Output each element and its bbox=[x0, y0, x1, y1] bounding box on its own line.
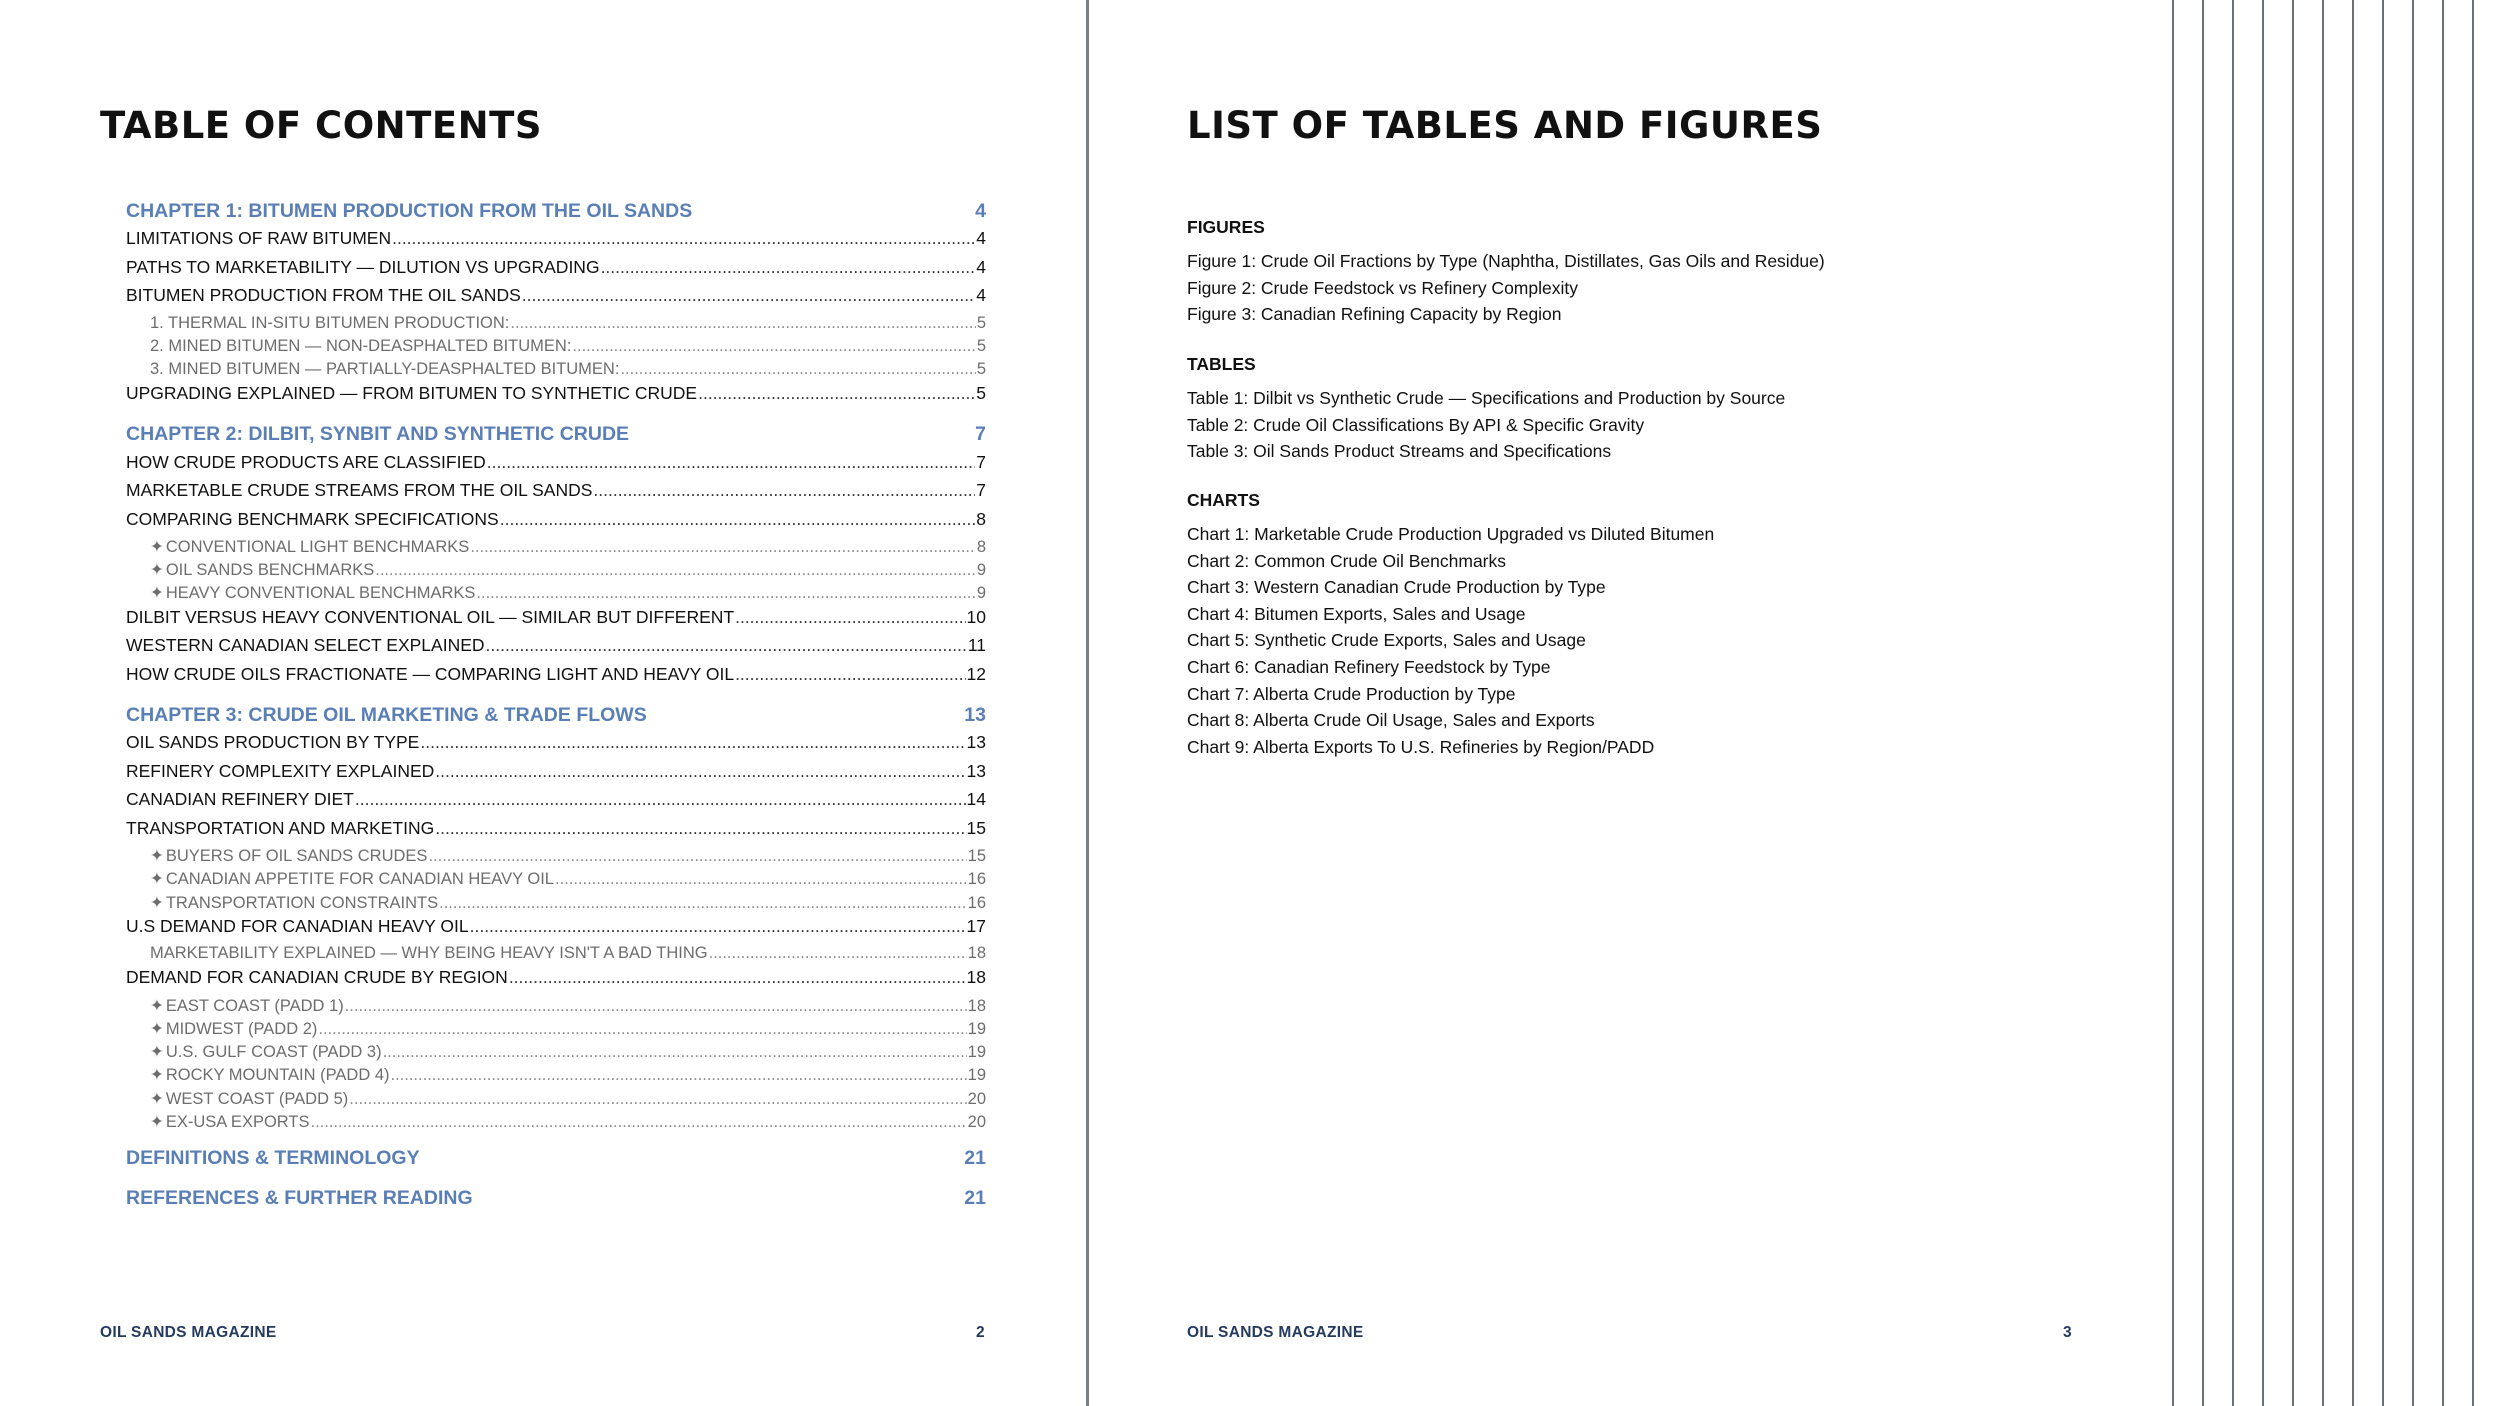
decor-line bbox=[2262, 0, 2264, 1406]
toc-page-number: 13 bbox=[966, 760, 986, 781]
lof-item[interactable]: Chart 5: Synthetic Crude Exports, Sales and Usage bbox=[1187, 630, 1586, 651]
toc-section-row[interactable] bbox=[126, 635, 986, 664]
toc-entry-title: DEFINITIONS & TERMINOLOGY bbox=[126, 1146, 420, 1169]
toc-entry-title: HOW CRUDE OILS FRACTIONATE — COMPARING LIGHT AND HEAVY OIL bbox=[126, 663, 735, 684]
toc-subentry-row[interactable] bbox=[126, 314, 986, 337]
four-pointed-star-icon: ✦ bbox=[150, 584, 164, 603]
toc-page-number: 16 bbox=[967, 870, 986, 889]
toc-page-number: 18 bbox=[967, 996, 986, 1015]
dot-leader bbox=[435, 818, 965, 839]
lof-group-title: TABLES bbox=[1187, 354, 1256, 374]
toc-entry-title: DEMAND FOR CANADIAN CRUDE BY REGION bbox=[126, 967, 508, 988]
toc-entry-title: WESTERN CANADIAN SELECT EXPLAINED bbox=[126, 635, 485, 656]
decor-line bbox=[2232, 0, 2234, 1406]
lof-item[interactable]: Figure 2: Crude Feedstock vs Refinery Complexity bbox=[1187, 277, 1578, 298]
toc-subentry-row[interactable] bbox=[126, 893, 986, 916]
toc-page-number: 11 bbox=[967, 635, 986, 656]
dot-leader bbox=[487, 452, 975, 473]
four-pointed-star-icon: ✦ bbox=[150, 893, 164, 912]
dot-leader bbox=[698, 383, 975, 404]
dot-leader bbox=[375, 561, 976, 580]
toc-entry-title: CHAPTER 2: DILBIT, SYNBIT AND SYNTHETIC CRUDE bbox=[126, 423, 630, 446]
toc-page-number: 16 bbox=[967, 893, 986, 912]
toc-entry-title: OIL SANDS BENCHMARKS bbox=[165, 561, 375, 580]
toc-page-number: 19 bbox=[967, 1043, 986, 1062]
toc-page-number: 8 bbox=[976, 508, 986, 529]
dot-leader bbox=[435, 761, 965, 782]
toc-subentry-row[interactable] bbox=[126, 944, 986, 967]
dot-leader bbox=[555, 870, 967, 889]
toc-page-number: 19 bbox=[967, 1020, 986, 1039]
four-pointed-star-icon: ✦ bbox=[150, 847, 164, 866]
toc-page-number: 20 bbox=[967, 1089, 986, 1108]
toc-subentry-row[interactable] bbox=[126, 996, 986, 1019]
toc-section-row[interactable] bbox=[126, 732, 986, 761]
dot-leader bbox=[470, 916, 966, 937]
toc-entry-title: BUYERS OF OIL SANDS CRUDES bbox=[165, 847, 428, 866]
lof-group bbox=[1187, 354, 2087, 468]
toc-entry-title: LIMITATIONS OF RAW BITUMEN bbox=[126, 228, 392, 248]
toc-page-number: 8 bbox=[976, 538, 986, 557]
toc-page-number: 13 bbox=[964, 703, 986, 726]
toc-page-number: 7 bbox=[975, 423, 986, 446]
toc-entry-title: WEST COAST (PADD 5) bbox=[165, 1089, 349, 1108]
toc-entry-title: CHAPTER 3: CRUDE OIL MARKETING & TRADE FLOWS bbox=[126, 703, 647, 726]
toc-entry-title: HEAVY CONVENTIONAL BENCHMARKS bbox=[165, 584, 476, 603]
toc-entry-title: UPGRADING EXPLAINED — FROM BITUMEN TO SYNTHETIC CRUDE bbox=[126, 383, 698, 404]
dot-leader bbox=[735, 607, 965, 628]
decor-line bbox=[2442, 0, 2444, 1406]
toc-page-number: 4 bbox=[976, 285, 986, 305]
toc-subentry-row[interactable] bbox=[126, 1019, 986, 1042]
toc-subentry-row[interactable] bbox=[126, 360, 986, 383]
toc-subentry-row[interactable] bbox=[126, 537, 986, 560]
dot-leader bbox=[476, 584, 975, 603]
dot-leader bbox=[522, 285, 976, 306]
four-pointed-star-icon: ✦ bbox=[150, 996, 164, 1015]
dot-leader bbox=[428, 847, 966, 866]
toc-page-number: 7 bbox=[976, 451, 986, 472]
footer-brand-right: OIL SANDS MAGAZINE bbox=[1187, 1324, 1364, 1341]
toc-section-row[interactable] bbox=[126, 480, 986, 509]
lof-item[interactable]: Table 1: Dilbit vs Synthetic Crude — Specifications and Production by Source bbox=[1187, 388, 1786, 408]
toc-entry-title: CHAPTER 1: BITUMEN PRODUCTION FROM THE OIL SANDS bbox=[126, 199, 693, 222]
toc-page-number: 15 bbox=[966, 817, 986, 838]
toc-page-number: 5 bbox=[976, 313, 986, 332]
lof-item[interactable]: Chart 2: Common Crude Oil Benchmarks bbox=[1187, 550, 1506, 571]
toc-page-number: 12 bbox=[966, 663, 986, 684]
decor-line bbox=[2202, 0, 2204, 1406]
lof-item[interactable]: Table 2: Crude Oil Classifications By API & Specific Gravity bbox=[1187, 414, 1645, 435]
toc-subentry-row[interactable] bbox=[126, 1089, 986, 1112]
table-of-contents bbox=[126, 194, 986, 1215]
dot-leader bbox=[383, 1043, 967, 1062]
decor-line bbox=[2292, 0, 2294, 1406]
toc-page-number: 5 bbox=[976, 336, 986, 355]
toc-subentry-row[interactable] bbox=[126, 1112, 986, 1135]
toc-entry-title: CONVENTIONAL LIGHT BENCHMARKS bbox=[165, 538, 470, 557]
dot-leader bbox=[392, 228, 975, 249]
toc-entry-title: TRANSPORTATION AND MARKETING bbox=[126, 817, 435, 838]
toc-section-row[interactable] bbox=[126, 452, 986, 481]
toc-entry-title: 1. THERMAL IN-SITU BITUMEN PRODUCTION: bbox=[150, 313, 510, 332]
dot-leader bbox=[486, 635, 967, 656]
four-pointed-star-icon: ✦ bbox=[150, 1043, 164, 1062]
toc-entry-title: REFINERY COMPLEXITY EXPLAINED bbox=[126, 760, 435, 781]
toc-entry-title: COMPARING BENCHMARK SPECIFICATIONS bbox=[126, 508, 499, 529]
toc-chapter-row[interactable] bbox=[126, 1181, 986, 1215]
toc-section-row[interactable] bbox=[126, 967, 986, 996]
toc-page-number: 20 bbox=[967, 1112, 986, 1131]
toc-subentry-row[interactable] bbox=[126, 1042, 986, 1065]
toc-entry-title: DILBIT VERSUS HEAVY CONVENTIONAL OIL — SIMILAR BUT DIFFERENT bbox=[126, 606, 735, 627]
toc-section-row[interactable] bbox=[126, 509, 986, 538]
toc-entry-title: HOW CRUDE PRODUCTS ARE CLASSIFIED bbox=[126, 451, 486, 472]
toc-entry-title: 3. MINED BITUMEN — PARTIALLY-DEASPHALTED BITUMEN: bbox=[150, 359, 620, 378]
lof-item[interactable]: Chart 6: Canadian Refinery Feedstock by Type bbox=[1187, 656, 1551, 677]
toc-heading: TABLE OF CONTENTS bbox=[100, 104, 542, 147]
dot-leader bbox=[311, 1113, 967, 1132]
toc-page-number: 7 bbox=[976, 480, 986, 501]
toc-page-number: 17 bbox=[966, 915, 986, 936]
four-pointed-star-icon: ✦ bbox=[150, 1020, 164, 1039]
toc-section-row[interactable] bbox=[126, 664, 986, 693]
lof-item[interactable]: Chart 9: Alberta Exports To U.S. Refineries by Region/PADD bbox=[1187, 736, 1655, 757]
dot-leader bbox=[735, 664, 965, 685]
toc-entry-title: EX-USA EXPORTS bbox=[165, 1112, 310, 1131]
decor-line bbox=[2352, 0, 2354, 1406]
toc-page-number: 10 bbox=[966, 606, 986, 627]
dot-leader bbox=[620, 360, 975, 379]
toc-section-row[interactable] bbox=[126, 257, 986, 286]
list-of-figures-heading: LIST OF TABLES AND FIGURES bbox=[1187, 104, 1823, 147]
dot-leader bbox=[470, 538, 976, 557]
dot-leader bbox=[349, 1090, 966, 1109]
toc-entry-title: PATHS TO MARKETABILITY — DILUTION VS UPGRADING bbox=[126, 256, 600, 277]
dot-leader bbox=[510, 314, 975, 333]
lof-item[interactable]: Figure 1: Crude Oil Fractions by Type (Naphtha, Distillates, Gas Oils and Residue) bbox=[1187, 251, 1825, 271]
toc-chapter-row[interactable] bbox=[126, 698, 986, 732]
lof-item[interactable]: Chart 8: Alberta Crude Oil Usage, Sales and Exports bbox=[1187, 710, 1595, 731]
toc-page-number: 5 bbox=[976, 383, 986, 404]
toc-subentry-row[interactable] bbox=[126, 1065, 986, 1088]
dot-leader bbox=[318, 1020, 966, 1039]
decor-line bbox=[2472, 0, 2474, 1406]
lof-group bbox=[1187, 490, 2087, 763]
toc-chapter-row[interactable] bbox=[126, 418, 986, 452]
toc-entry-title: MARKETABILITY EXPLAINED — WHY BEING HEAVY ISN'T A BAD THING bbox=[150, 944, 708, 963]
dot-leader bbox=[509, 967, 966, 988]
four-pointed-star-icon: ✦ bbox=[150, 561, 164, 580]
lof-item[interactable]: Chart 1: Marketable Crude Production Upgraded vs Diluted Bitumen bbox=[1187, 524, 1715, 544]
toc-page-number: 4 bbox=[976, 256, 986, 277]
left-page bbox=[0, 0, 1086, 1406]
dot-leader bbox=[355, 789, 966, 810]
decorative-vertical-lines bbox=[2172, 0, 2500, 1406]
toc-section-row[interactable] bbox=[126, 607, 986, 636]
lof-item[interactable]: Chart 4: Bitumen Exports, Sales and Usage bbox=[1187, 603, 1526, 624]
dot-leader bbox=[420, 732, 965, 753]
toc-entry-title: MARKETABLE CRUDE STREAMS FROM THE OIL SANDS bbox=[126, 480, 593, 501]
dot-leader bbox=[345, 997, 967, 1016]
toc-page-number: 19 bbox=[967, 1066, 986, 1085]
toc-section-row[interactable] bbox=[126, 761, 986, 790]
toc-section-row[interactable] bbox=[126, 789, 986, 818]
four-pointed-star-icon: ✦ bbox=[150, 1066, 164, 1085]
dot-leader bbox=[601, 257, 976, 278]
four-pointed-star-icon: ✦ bbox=[150, 538, 164, 557]
dot-leader bbox=[391, 1066, 967, 1085]
toc-entry-title: BITUMEN PRODUCTION FROM THE OIL SANDS bbox=[126, 285, 521, 305]
toc-page-number: 18 bbox=[966, 967, 986, 988]
lof-item[interactable]: Chart 7: Alberta Crude Production by Type bbox=[1187, 683, 1516, 704]
toc-entry-title: 2. MINED BITUMEN — NON-DEASPHALTED BITUMEN: bbox=[150, 336, 572, 355]
toc-page-number: 4 bbox=[976, 228, 986, 248]
toc-page-number: 21 bbox=[964, 1146, 986, 1169]
toc-subentry-row[interactable] bbox=[126, 337, 986, 360]
toc-section-row[interactable] bbox=[126, 818, 986, 847]
toc-page-number: 14 bbox=[966, 789, 986, 810]
lof-item[interactable]: Chart 3: Western Canadian Crude Production by Type bbox=[1187, 577, 1606, 598]
decor-line bbox=[2172, 0, 2174, 1406]
lof-item[interactable]: Table 3: Oil Sands Product Streams and Specifications bbox=[1187, 441, 1612, 462]
toc-entry-title: CANADIAN APPETITE FOR CANADIAN HEAVY OIL bbox=[165, 870, 554, 889]
toc-entry-title: CANADIAN REFINERY DIET bbox=[126, 789, 354, 810]
toc-page-number: 5 bbox=[976, 359, 986, 378]
toc-entry-title: U.S DEMAND FOR CANADIAN HEAVY OIL bbox=[126, 915, 469, 936]
toc-section-row[interactable] bbox=[126, 383, 986, 412]
dot-leader bbox=[500, 509, 976, 530]
toc-chapter-row[interactable] bbox=[126, 194, 986, 228]
four-pointed-star-icon: ✦ bbox=[150, 870, 164, 889]
toc-chapter-row[interactable] bbox=[126, 1141, 986, 1175]
toc-section-row[interactable] bbox=[126, 916, 986, 945]
lof-group-title: FIGURES bbox=[1187, 217, 1265, 237]
lof-item[interactable]: Figure 3: Canadian Refining Capacity by Region bbox=[1187, 304, 1562, 325]
toc-entry-title: U.S. GULF COAST (PADD 3) bbox=[165, 1043, 382, 1062]
toc-entry-title: MIDWEST (PADD 2) bbox=[165, 1020, 318, 1039]
toc-entry-title: TRANSPORTATION CONSTRAINTS bbox=[165, 893, 439, 912]
footer-page-number-right: 3 bbox=[2063, 1324, 2072, 1341]
four-pointed-star-icon: ✦ bbox=[150, 1089, 164, 1108]
toc-subentry-row[interactable] bbox=[126, 583, 986, 606]
toc-subentry-row[interactable] bbox=[126, 560, 986, 583]
footer-page-number-left: 2 bbox=[976, 1324, 985, 1341]
toc-entry-title: EAST COAST (PADD 1) bbox=[165, 996, 344, 1015]
lof-group-title: CHARTS bbox=[1187, 490, 1260, 510]
toc-page-number: 4 bbox=[975, 199, 986, 222]
decor-line bbox=[2382, 0, 2384, 1406]
decor-line bbox=[2412, 0, 2414, 1406]
toc-page-number: 15 bbox=[967, 847, 986, 866]
toc-page-number: 13 bbox=[966, 732, 986, 753]
four-pointed-star-icon: ✦ bbox=[150, 1112, 164, 1131]
toc-subentry-row[interactable] bbox=[126, 846, 986, 869]
toc-page-number: 18 bbox=[967, 944, 986, 963]
dot-leader bbox=[572, 337, 975, 356]
toc-page-number: 9 bbox=[976, 561, 986, 580]
dot-leader bbox=[439, 894, 967, 913]
toc-entry-title: REFERENCES & FURTHER READING bbox=[126, 1186, 473, 1209]
toc-entry-title: OIL SANDS PRODUCTION BY TYPE bbox=[126, 732, 420, 753]
toc-page-number: 21 bbox=[964, 1186, 986, 1209]
toc-section-row[interactable] bbox=[126, 228, 986, 257]
dot-leader bbox=[709, 944, 967, 963]
toc-subentry-row[interactable] bbox=[126, 869, 986, 892]
toc-section-row[interactable] bbox=[126, 285, 986, 314]
toc-page-number: 9 bbox=[976, 584, 986, 603]
toc-entry-title: ROCKY MOUNTAIN (PADD 4) bbox=[165, 1066, 390, 1085]
decor-line bbox=[2322, 0, 2324, 1406]
lof-group bbox=[1187, 217, 2087, 331]
footer-brand-left: OIL SANDS MAGAZINE bbox=[100, 1324, 277, 1341]
dot-leader bbox=[593, 480, 975, 501]
